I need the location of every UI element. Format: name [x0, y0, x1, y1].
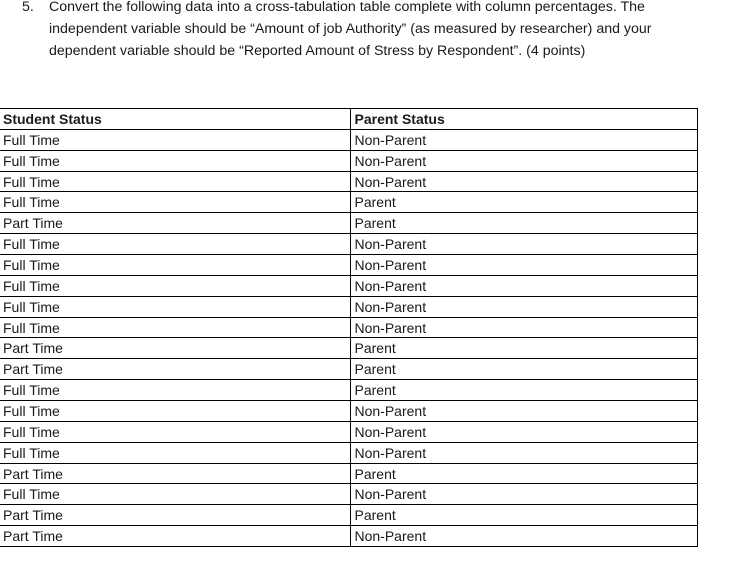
cell-student-status: Full Time	[0, 234, 350, 255]
cell-student-status: Full Time	[0, 296, 350, 317]
cell-student-status: Full Time	[0, 380, 350, 401]
table-row	[0, 129, 697, 150]
table-row	[0, 442, 697, 463]
cell-student-status: Full Time	[0, 484, 350, 505]
table-row	[0, 338, 697, 359]
cell-student-status: Full Time	[0, 150, 350, 171]
cell-student-status: Full Time	[0, 421, 350, 442]
cell-student-status: Part Time	[0, 359, 350, 380]
table-row	[0, 234, 697, 255]
table-row	[0, 317, 697, 338]
table-row	[0, 505, 697, 526]
cell-student-status: Full Time	[0, 255, 350, 276]
cell-student-status: Part Time	[0, 213, 350, 234]
table-row	[0, 296, 697, 317]
cell-parent-status: Non-Parent	[350, 275, 697, 296]
cell-student-status: Part Time	[0, 463, 350, 484]
table-row	[0, 463, 697, 484]
table-header-row	[0, 109, 697, 130]
cell-student-status: Full Time	[0, 192, 350, 213]
table-row	[0, 255, 697, 276]
cell-student-status: Full Time	[0, 171, 350, 192]
table-row	[0, 421, 697, 442]
cell-parent-status: Parent	[350, 213, 697, 234]
cell-parent-status: Parent	[350, 380, 697, 401]
question-block	[22, 0, 722, 62]
cell-student-status: Part Time	[0, 505, 350, 526]
cell-student-status: Full Time	[0, 442, 350, 463]
cell-parent-status: Parent	[350, 463, 697, 484]
table-body	[0, 129, 697, 546]
table-row	[0, 401, 697, 422]
cell-parent-status: Parent	[350, 338, 697, 359]
cell-parent-status: Parent	[350, 359, 697, 380]
cell-parent-status: Non-Parent	[350, 171, 697, 192]
table-row	[0, 213, 697, 234]
table-row	[0, 150, 697, 171]
question-text: Convert the following data into a cross-tabulation table complete with column percentages. The independent variable should be “Amount of job Authority” (as measured by researcher) and your dependent variable should be “Reported Amount of Stress by Respondent”. (4 points)	[49, 0, 652, 59]
cell-parent-status: Non-Parent	[350, 484, 697, 505]
cell-student-status: Full Time	[0, 275, 350, 296]
cell-student-status: Full Time	[0, 317, 350, 338]
cell-parent-status: Non-Parent	[350, 317, 697, 338]
cell-parent-status: Non-Parent	[350, 255, 697, 276]
cell-parent-status: Non-Parent	[350, 526, 697, 547]
table-row	[0, 484, 697, 505]
cell-parent-status: Non-Parent	[350, 401, 697, 422]
table-row	[0, 192, 697, 213]
question-number: 5.	[22, 0, 34, 15]
cell-student-status: Full Time	[0, 129, 350, 150]
cell-parent-status: Non-Parent	[350, 234, 697, 255]
table-row	[0, 171, 697, 192]
cell-parent-status: Non-Parent	[350, 296, 697, 317]
table-row	[0, 380, 697, 401]
cell-parent-status: Parent	[350, 505, 697, 526]
cell-student-status: Part Time	[0, 526, 350, 547]
data-table	[0, 108, 698, 547]
cell-parent-status: Non-Parent	[350, 150, 697, 171]
table-row	[0, 359, 697, 380]
column-header-student-status: Student Status	[0, 109, 350, 130]
cell-parent-status: Non-Parent	[350, 129, 697, 150]
cell-parent-status: Non-Parent	[350, 442, 697, 463]
cell-parent-status: Non-Parent	[350, 421, 697, 442]
column-header-parent-status: Parent Status	[350, 109, 697, 130]
cell-student-status: Part Time	[0, 338, 350, 359]
cell-student-status: Full Time	[0, 401, 350, 422]
table-row	[0, 275, 697, 296]
cell-parent-status: Parent	[350, 192, 697, 213]
table-row	[0, 526, 697, 547]
